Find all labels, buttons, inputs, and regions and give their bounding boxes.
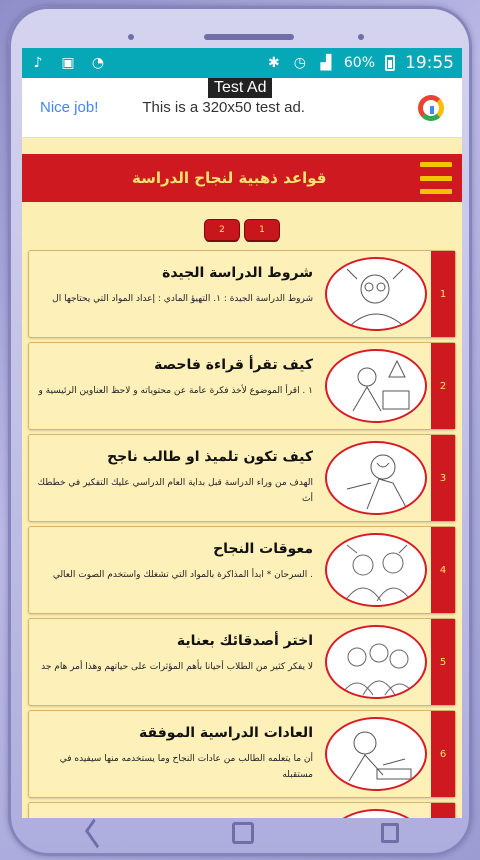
item-subtitle: . السرحان * ابدأ المذاكرة بالمواد التي تشغلك واستخدم الصوت العالي [52, 570, 313, 580]
page-button-1[interactable]: 1 [245, 220, 279, 240]
item-number: 2 [431, 343, 455, 429]
list-item[interactable] [28, 434, 456, 522]
item-number: 1 [431, 251, 455, 337]
item-number: 4 [431, 527, 455, 613]
item-subtitle: ١ . اقرأ الموضوع لأخذ فكرة عامة عن محتوياته و لاحظ العناوين الرئيسية و [38, 386, 313, 396]
item-thumbnail [325, 809, 427, 818]
list-item[interactable] [28, 802, 456, 818]
list-item[interactable] [28, 618, 456, 706]
phone-sensor [128, 34, 134, 40]
pagination [22, 220, 462, 240]
music-icon: ♪ [33, 55, 43, 71]
app-screen [22, 48, 462, 818]
app-bar [22, 154, 462, 202]
item-thumbnail [325, 349, 427, 423]
item-title: كيف تقرأ قراءة فاحصة [154, 357, 313, 373]
item-subtitle: أن ما يتعلمه الطالب من عادات النجاح وما يستخدمه منها سيفيده في مستقبله [59, 754, 313, 780]
status-bar [22, 48, 462, 78]
item-title: اختر أصدقائك بعناية [176, 633, 313, 649]
google-logo-icon [418, 95, 444, 121]
menu-icon[interactable] [420, 162, 452, 194]
item-thumbnail [325, 257, 427, 331]
list-item[interactable] [28, 526, 456, 614]
phone-camera [358, 34, 364, 40]
item-thumbnail [325, 533, 427, 607]
phone-speaker [204, 34, 294, 40]
ad-text: This is a 320x50 test ad. [142, 99, 305, 116]
list-item[interactable] [28, 250, 456, 338]
item-number: 5 [431, 619, 455, 705]
item-thumbnail [325, 717, 427, 791]
item-thumbnail [325, 441, 427, 515]
item-number: 3 [431, 435, 455, 521]
item-number: 6 [431, 711, 455, 797]
recent-apps-icon[interactable] [381, 823, 399, 843]
ad-badge: Test Ad [208, 78, 272, 98]
item-title: كيف تكون تلميذ او طالب ناجح [107, 449, 313, 465]
home-icon[interactable] [232, 822, 254, 844]
clock: 19:55 [405, 53, 454, 73]
item-title: العادات الدراسية الموفقة [139, 725, 313, 741]
item-thumbnail [325, 625, 427, 699]
item-title: معوقات النجاح [213, 541, 313, 557]
page-title: قواعد ذهبية لنجاح الدراسة [132, 169, 327, 187]
item-title: شروط الدراسة الجيدة [162, 265, 313, 281]
item-subtitle: شروط الدراسة الجيدة : ١. التهيؤ المادي : إعداد المواد التي يحتاجها ال [52, 294, 313, 304]
ad-headline: Nice job! [40, 99, 99, 116]
page-button-2[interactable]: 2 [205, 220, 239, 240]
battery-percent: 60% [343, 55, 375, 71]
list-item[interactable] [28, 342, 456, 430]
ad-banner[interactable] [22, 78, 462, 138]
image-icon: ▣ [61, 55, 75, 71]
navigation-bar [22, 818, 462, 848]
wifi-icon: ◔ [91, 55, 105, 71]
signal-icon: ▟ [320, 55, 332, 71]
list-item[interactable] [28, 710, 456, 798]
battery-icon [385, 55, 395, 71]
item-number [431, 803, 455, 818]
topics-list [28, 250, 456, 818]
item-subtitle: لا يفكر كثير من الطلاب أحيانا بأهم المؤثرات على حياتهم وهذا أمر هام جد [41, 662, 313, 672]
item-subtitle: الهدف من وراء الدراسة قبل بداية العام الدراسي عليك التفكير في خططك أث [37, 478, 313, 504]
alarm-icon: ◷ [293, 55, 306, 71]
bluetooth-icon: ✱ [268, 55, 280, 71]
back-icon[interactable] [85, 818, 106, 848]
